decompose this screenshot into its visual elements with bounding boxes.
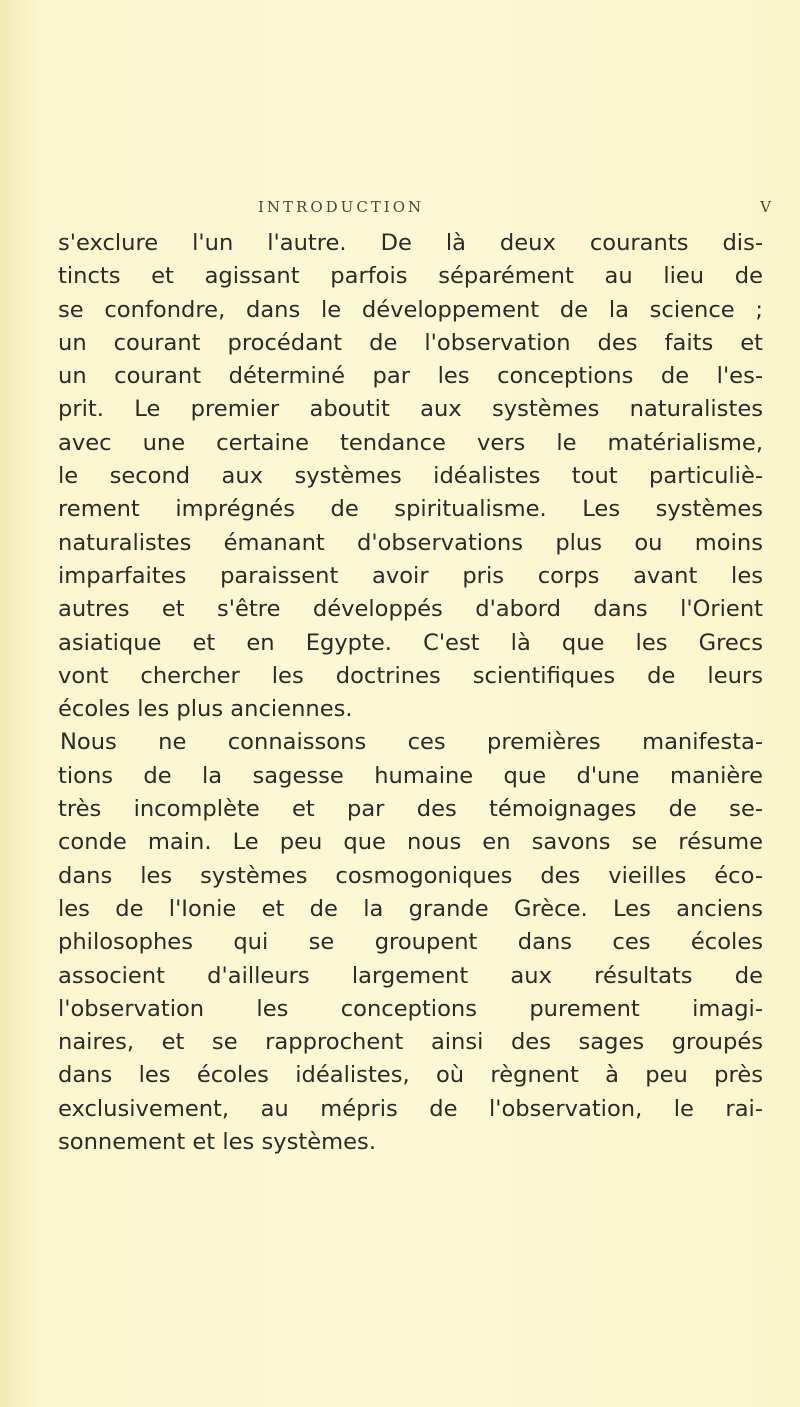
running-title: INTRODUCTION [258,198,425,216]
text-line: s'exclure l'un l'autre. De là deux courants dis- [58,230,763,256]
text-line: vont chercher les doctrines scientifiques de leurs [58,662,763,689]
text-line: se confondre, dans le développement de la science ; [58,296,763,323]
text-line: dans les écoles idéalistes, où règnent à peu près [58,1062,763,1089]
text-line: philosophes qui se groupent dans ces écoles [58,929,763,956]
body-text [58,227,763,1159]
text-line: naturalistes émanant d'observations plus ou moins [58,529,763,556]
text-line: naires, et se rapprochent ainsi des sages groupés [58,1029,763,1056]
text-line: conde main. Le peu que nous en savons se résume [58,829,763,856]
text-line: très incomplète et par des témoignages de se- [58,796,763,823]
text-line: prit. Le premier aboutit aux systèmes naturalistes [58,396,763,423]
running-head [258,198,778,218]
text-line: dans les systèmes cosmogoniques des vieilles éco- [58,862,763,889]
text-line: sonnement et les systèmes. [58,1129,377,1156]
text-line: l'observation les conceptions purement imagi- [58,995,763,1022]
text-line: tincts et agissant parfois séparément au lieu de [58,263,763,290]
text-line: associent d'ailleurs largement aux résultats de [58,962,763,989]
text-line: imparfaites paraissent avoir pris corps avant les [58,562,763,589]
text-line: le second aux systèmes idéalistes tout particuliè- [58,463,763,490]
text-line: les de l'Ionie et de la grande Grèce. Les anciens [58,895,763,922]
text-line: avec une certaine tendance vers le matérialisme, [58,429,763,456]
page-number: V [760,198,771,216]
text-line: un courant procédant de l'observation des faits et [58,329,763,356]
text-line: Nous ne connaissons ces premières manifesta- [60,729,763,756]
text-line: exclusivement, au mépris de l'observation, le rai- [58,1095,763,1122]
text-line: rement imprégnés de spiritualisme. Les systèmes [58,496,763,523]
text-line: tions de la sagesse humaine que d'une manière [58,762,763,789]
text-line: autres et s'être développés d'abord dans l'Orient [58,596,763,623]
text-line: asiatique et en Egypte. C'est là que les Grecs [58,629,763,656]
text-line: un courant déterminé par les conceptions de l'es- [58,363,763,390]
text-line: écoles les plus anciennes. [58,696,353,723]
